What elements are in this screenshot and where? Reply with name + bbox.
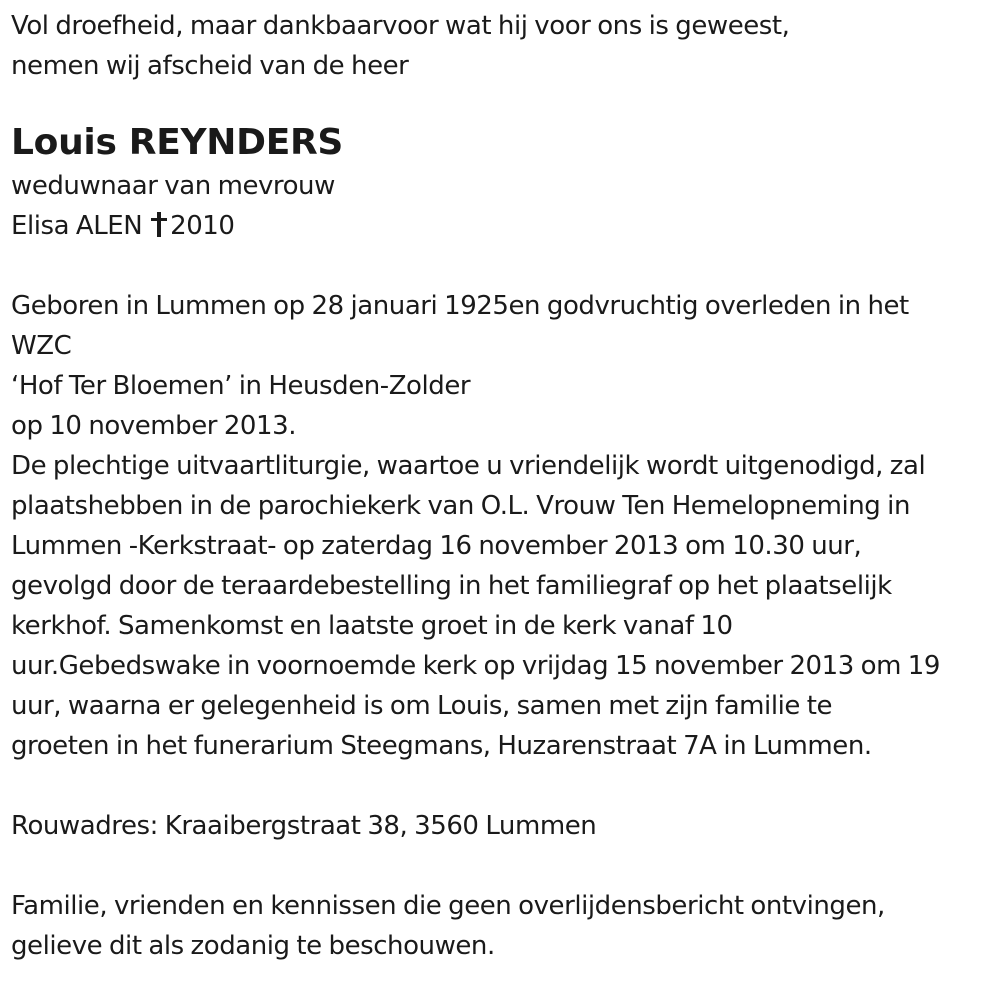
detail-line: uur.Gebedswake in voornoemde kerk op vrijdag 15 november 2013 om 19: [11, 651, 940, 681]
spacer: [11, 246, 996, 286]
cross-icon: [151, 211, 167, 237]
deceased-name: Louis REYNDERS: [11, 122, 344, 163]
detail-line: WZC: [11, 331, 72, 361]
obituary-notice: [11, 6, 996, 966]
detail-line: Geboren in Lummen op 28 januari 1925en godvruchtig overleden in het: [11, 291, 909, 321]
intro-line-1: Vol droefheid, maar dankbaarvoor wat hij voor ons is geweest,: [11, 11, 790, 41]
relation-line: weduwnaar van mevrouw: [11, 171, 335, 201]
detail-line: gevolgd door de teraardebestelling in het familiegraf op het plaatselijk: [11, 571, 892, 601]
detail-line: kerkhof. Samenkomst en laatste groet in de kerk vanaf 10: [11, 611, 733, 641]
detail-line: ‘Hof Ter Bloemen’ in Heusden-Zolder: [11, 371, 471, 401]
spacer: [11, 766, 996, 806]
spouse-death-year: 2010: [170, 211, 235, 241]
closing-line-1: Familie, vrienden en kennissen die geen overlijdensbericht ontvingen,: [11, 891, 885, 921]
detail-line: op 10 november 2013.: [11, 411, 297, 441]
detail-line: uur, waarna er gelegenheid is om Louis, samen met zijn familie te: [11, 691, 833, 721]
detail-line: plaatshebben in de parochiekerk van O.L. Vrouw Ten Hemelopneming in: [11, 491, 910, 521]
detail-line: groeten in het funerarium Steegmans, Huzarenstraat 7A in Lummen.: [11, 731, 872, 761]
mourning-address: Rouwadres: Kraaibergstraat 38, 3560 Lummen: [11, 811, 597, 841]
spacer: [11, 846, 996, 886]
closing-line-2: gelieve dit als zodanig te beschouwen.: [11, 931, 495, 961]
intro-line-2: nemen wij afscheid van de heer: [11, 51, 409, 81]
detail-line: De plechtige uitvaartliturgie, waartoe u vriendelijk wordt uitgenodigd, zal: [11, 451, 926, 481]
detail-line: Lummen -Kerkstraat- op zaterdag 16 november 2013 om 10.30 uur,: [11, 531, 862, 561]
spouse-name: Elisa ALEN: [11, 211, 143, 241]
spouse-line: [11, 206, 996, 246]
